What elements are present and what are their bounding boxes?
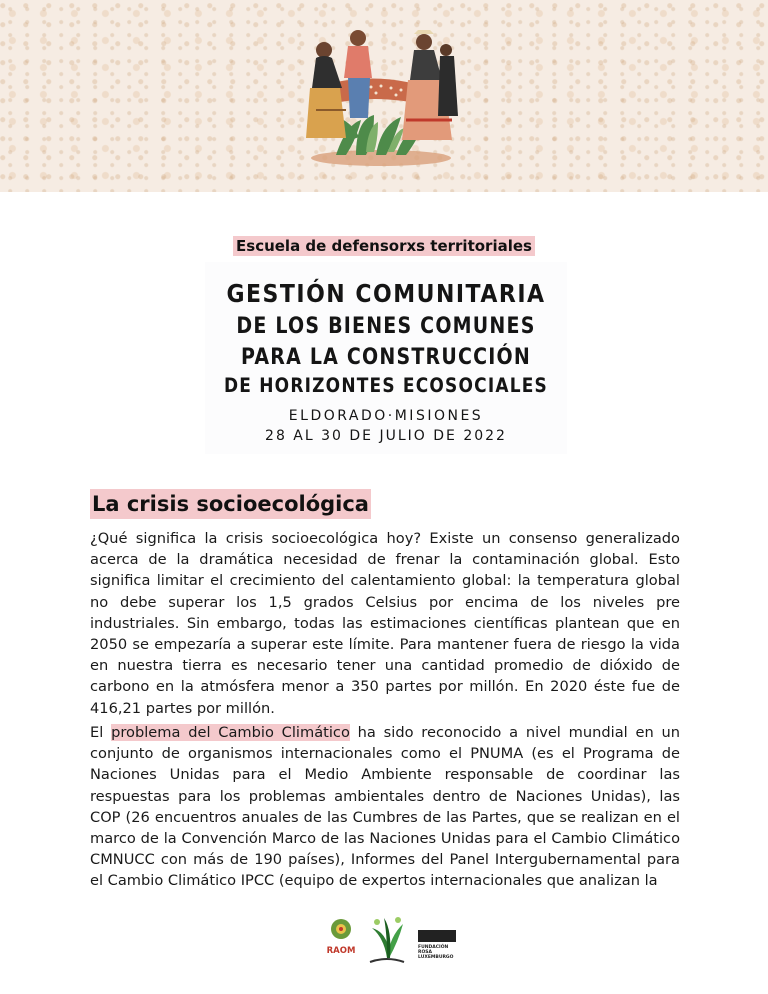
women-tending-plants-illustration [296, 20, 466, 170]
raom-emblem-icon [330, 918, 352, 940]
rosa-luxemburg-mark [418, 930, 456, 942]
highlighted-phrase: problema del Cambio Climático [111, 724, 350, 741]
school-subtitle-text: Escuela de defensorxs territoriales [233, 236, 535, 256]
section-title: La crisis socioecológica [90, 489, 371, 519]
poster-line-1: GESTIÓN COMUNITARIA [226, 280, 546, 309]
escuela-plant-icon [362, 908, 412, 968]
raom-logo [322, 918, 360, 964]
poster-line-4: DE HORIZONTES ECOSOCIALES [224, 374, 548, 398]
poster-location: ELDORADO·MISIONES [288, 408, 484, 424]
rosa-luxemburg-text: FUNDACIÓN ROSA LUXEMBURGO [418, 945, 454, 960]
header-banner [0, 0, 768, 192]
poster-line-3: PARA LA CONSTRUCCIÓN [241, 344, 531, 370]
escuela-logo [362, 908, 412, 968]
paragraph-1: ¿Qué significa la crisis socioecológica hoy? Existe un consenso generalizado acerca de la dramática necesidad de frenar la contaminación global. Esto significa limitar el crecimiento del calentamiento global: la temperatura global no debe superar los 1,5 grados Celsius por encima de los niveles pre industriales. Sin embargo, todas las estimaciones científicas plantean que en 2050 se empezaría a superar este límite. Para mantener fuera de riesgo la vida en nuestra tierra es necesario tener una cantidad promedio de dióxido de carbono en la atmósfera menor a 350 partes por millón. En 2020 éste fue de 416,21 partes por millón. [90, 530, 680, 717]
event-poster-title [205, 262, 567, 454]
paragraph-2-rest: ha sido reconocido a nivel mundial en un conjunto de organismos internacionales como el PNUMA (es el Programa de Naciones Unidas para el Medio Ambiente responsable de coordinar las respuestas para los problemas ambientales dentro de Naciones Unidas), las COP (26 encuentros anuales de las Cumbres de las Partes, que se realizan en el marco de la Convención Marco de las Naciones Unidas para el Cambio Climático CMNUCC con más de 190 países), Informes del Panel Intergubernamental para el Cambio Climático IPCC (equipo de expertos internacionales que analizan la [90, 724, 681, 890]
poster-line-2: DE LOS BIENES COMUNES [236, 313, 536, 339]
raom-logo-text: RAOM [326, 946, 356, 956]
rosa-luxemburg-logo [418, 930, 458, 960]
poster-date: 28 AL 30 DE JULIO DE 2022 [265, 428, 507, 444]
school-subtitle [0, 236, 768, 255]
paragraph-2-start: El [90, 724, 112, 741]
footer-logos [0, 908, 768, 968]
paragraph-2 [90, 722, 680, 892]
